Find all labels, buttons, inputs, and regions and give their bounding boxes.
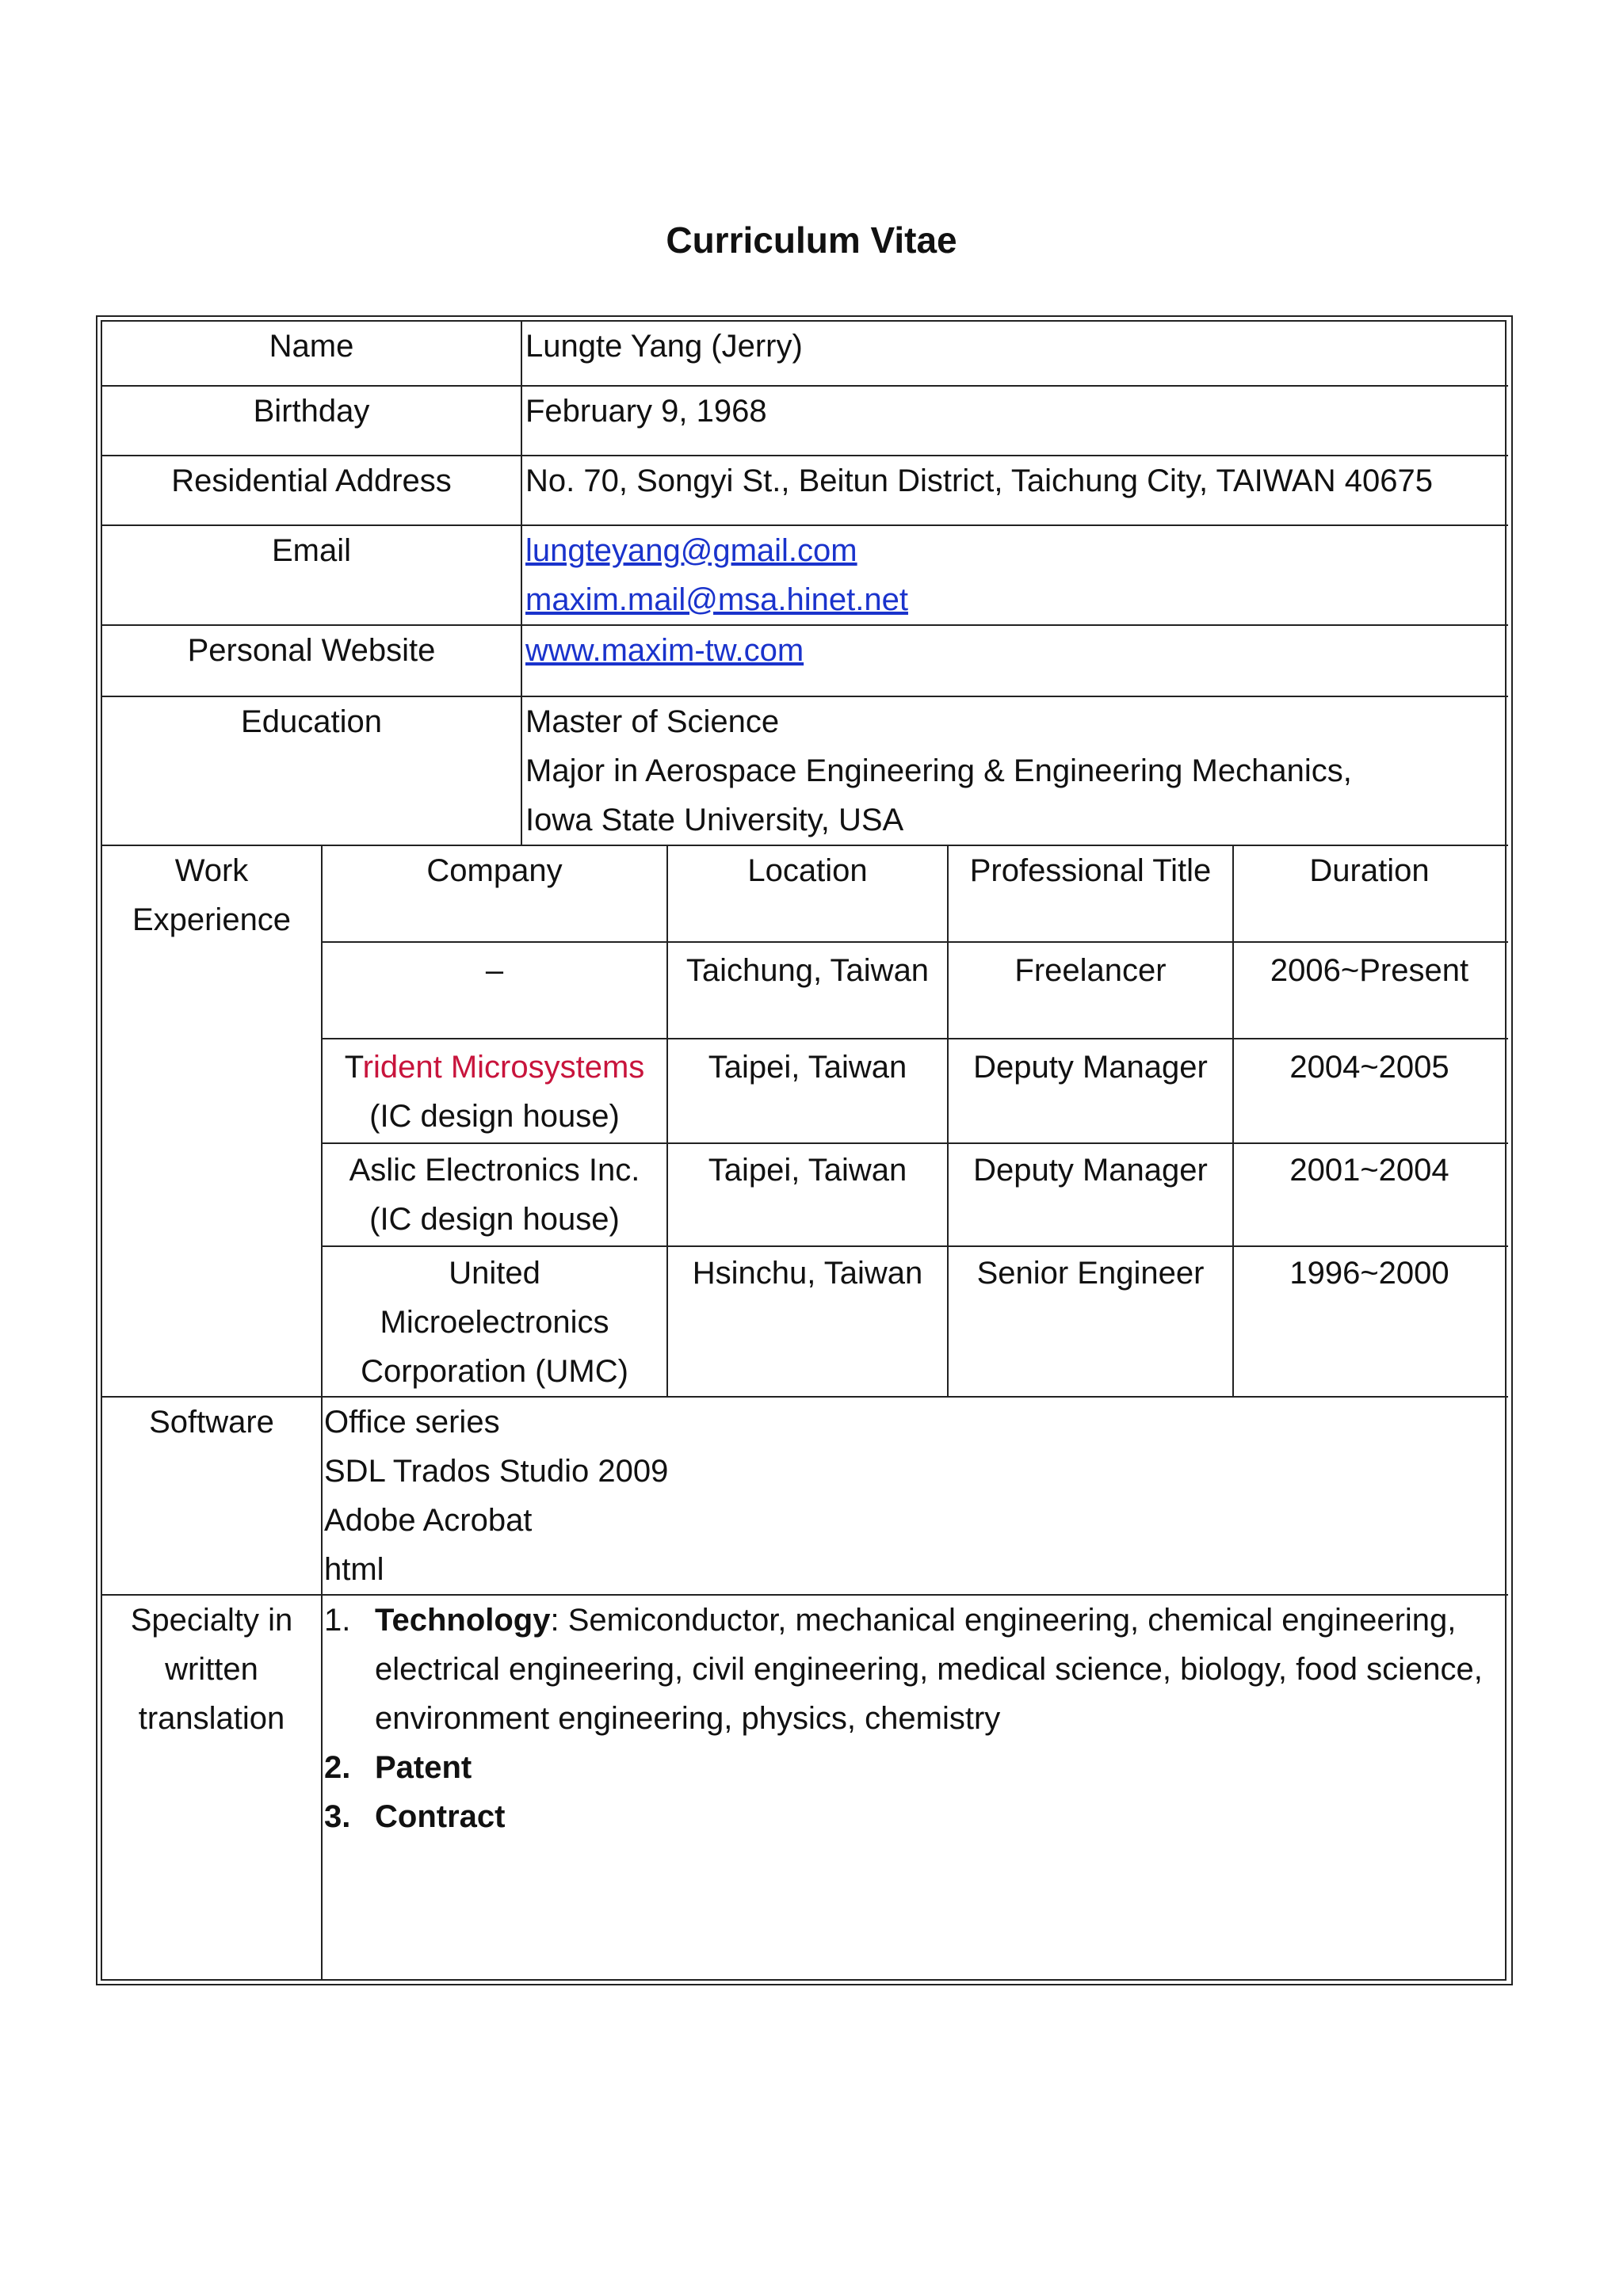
work-row-1-duration: 2006~Present (1270, 953, 1469, 988)
specialty-item-number: 2. (324, 1750, 351, 1785)
company-name-highlight: rident Microsystems (362, 1050, 645, 1085)
specialty-label-line1: Specialty in (130, 1603, 293, 1638)
work-experience-label (102, 846, 321, 944)
email-link-secondary[interactable]: maxim.mail@msa.hinet.net (525, 582, 908, 617)
work-row-3-duration: 2001~2004 (1289, 1153, 1449, 1188)
header-duration: Duration (1309, 853, 1430, 888)
education-school: Iowa State University, USA (525, 803, 904, 837)
specialty-item (324, 1792, 1495, 1841)
header-professional-title: Professional Title (969, 853, 1212, 888)
education-degree: Master of Science (525, 704, 780, 739)
work-row-1-title: Freelancer (1014, 953, 1167, 988)
document-title: Curriculum Vitae (666, 219, 957, 261)
specialty-item-number: 1. (324, 1603, 351, 1638)
specialty-label-line3: translation (138, 1701, 285, 1736)
address-value: No. 70, Songyi St., Beitun District, Taichung City, TAIWAN 40675 (525, 463, 1433, 498)
company-type: (IC design house) (369, 1099, 620, 1134)
name-label: Name (269, 329, 354, 364)
work-row-4-duration: 1996~2000 (1289, 1256, 1449, 1291)
work-row-3-location: Taipei, Taiwan (708, 1153, 907, 1188)
software-label: Software (149, 1405, 274, 1440)
specialty-item-term: Patent (375, 1750, 472, 1785)
work-row-2-title: Deputy Manager (973, 1050, 1208, 1085)
address-label: Residential Address (171, 463, 452, 498)
birthday-label: Birthday (253, 394, 370, 429)
specialty-label-line2: written (165, 1652, 258, 1687)
work-label-line2: Experience (132, 902, 292, 937)
email-label: Email (271, 533, 352, 568)
cv-table (96, 315, 1513, 1985)
work-row-2-location: Taipei, Taiwan (708, 1050, 907, 1085)
software-item: SDL Trados Studio 2009 (324, 1454, 669, 1489)
website-label: Personal Website (187, 633, 436, 668)
work-row-3-title: Deputy Manager (973, 1153, 1208, 1188)
header-location: Location (747, 853, 868, 888)
work-row-4-title: Senior Engineer (976, 1256, 1205, 1291)
company-name-line1: United (449, 1256, 540, 1291)
specialty-item (324, 1596, 1495, 1743)
company-type: (IC design house) (369, 1202, 620, 1237)
specialty-item-desc: : Semiconductor, mechanical engineering, chemical engineering, electrical engineering, civil engineering, medical science, biology, food science, environment engineering, physics, chemistry (375, 1603, 1483, 1736)
name-value: Lungte Yang (Jerry) (525, 329, 803, 364)
website-link[interactable]: www.maxim-tw.com (525, 633, 804, 668)
company-name: Aslic Electronics Inc. (349, 1153, 640, 1188)
website-value (525, 626, 1500, 675)
work-label-line1: Work (174, 853, 249, 888)
education-major: Major in Aerospace Engineering & Engineering Mechanics, (525, 753, 1352, 788)
work-row-3-company (323, 1146, 666, 1244)
email-link-primary[interactable]: lungteyang@gmail.com (525, 533, 857, 568)
work-row-4-location: Hsinchu, Taiwan (692, 1256, 923, 1291)
work-row-1-location: Taichung, Taiwan (685, 953, 930, 988)
birthday-value: February 9, 1968 (525, 394, 767, 429)
work-row-2-duration: 2004~2005 (1289, 1050, 1449, 1085)
software-item: Office series (324, 1405, 500, 1440)
specialty-list (324, 1596, 1495, 1841)
specialty-label (102, 1596, 321, 1743)
specialty-item-term: Technology (375, 1603, 551, 1638)
software-item: html (324, 1552, 384, 1587)
education-value (525, 697, 1505, 845)
software-list (324, 1398, 1500, 1594)
specialty-item-number: 3. (324, 1799, 351, 1834)
specialty-item-term: Contract (375, 1799, 506, 1834)
work-row-1-company: – (485, 953, 504, 988)
email-values (525, 526, 1500, 624)
specialty-item (324, 1743, 1495, 1792)
work-row-2-company (323, 1043, 666, 1141)
company-name-line3: Corporation (UMC) (361, 1354, 628, 1389)
header-company: Company (426, 853, 563, 888)
company-first-letter: T (344, 1050, 363, 1085)
education-label: Education (241, 704, 382, 739)
work-row-4-company (323, 1249, 666, 1396)
software-item: Adobe Acrobat (324, 1503, 533, 1538)
company-name-line2: Microelectronics (380, 1305, 609, 1340)
